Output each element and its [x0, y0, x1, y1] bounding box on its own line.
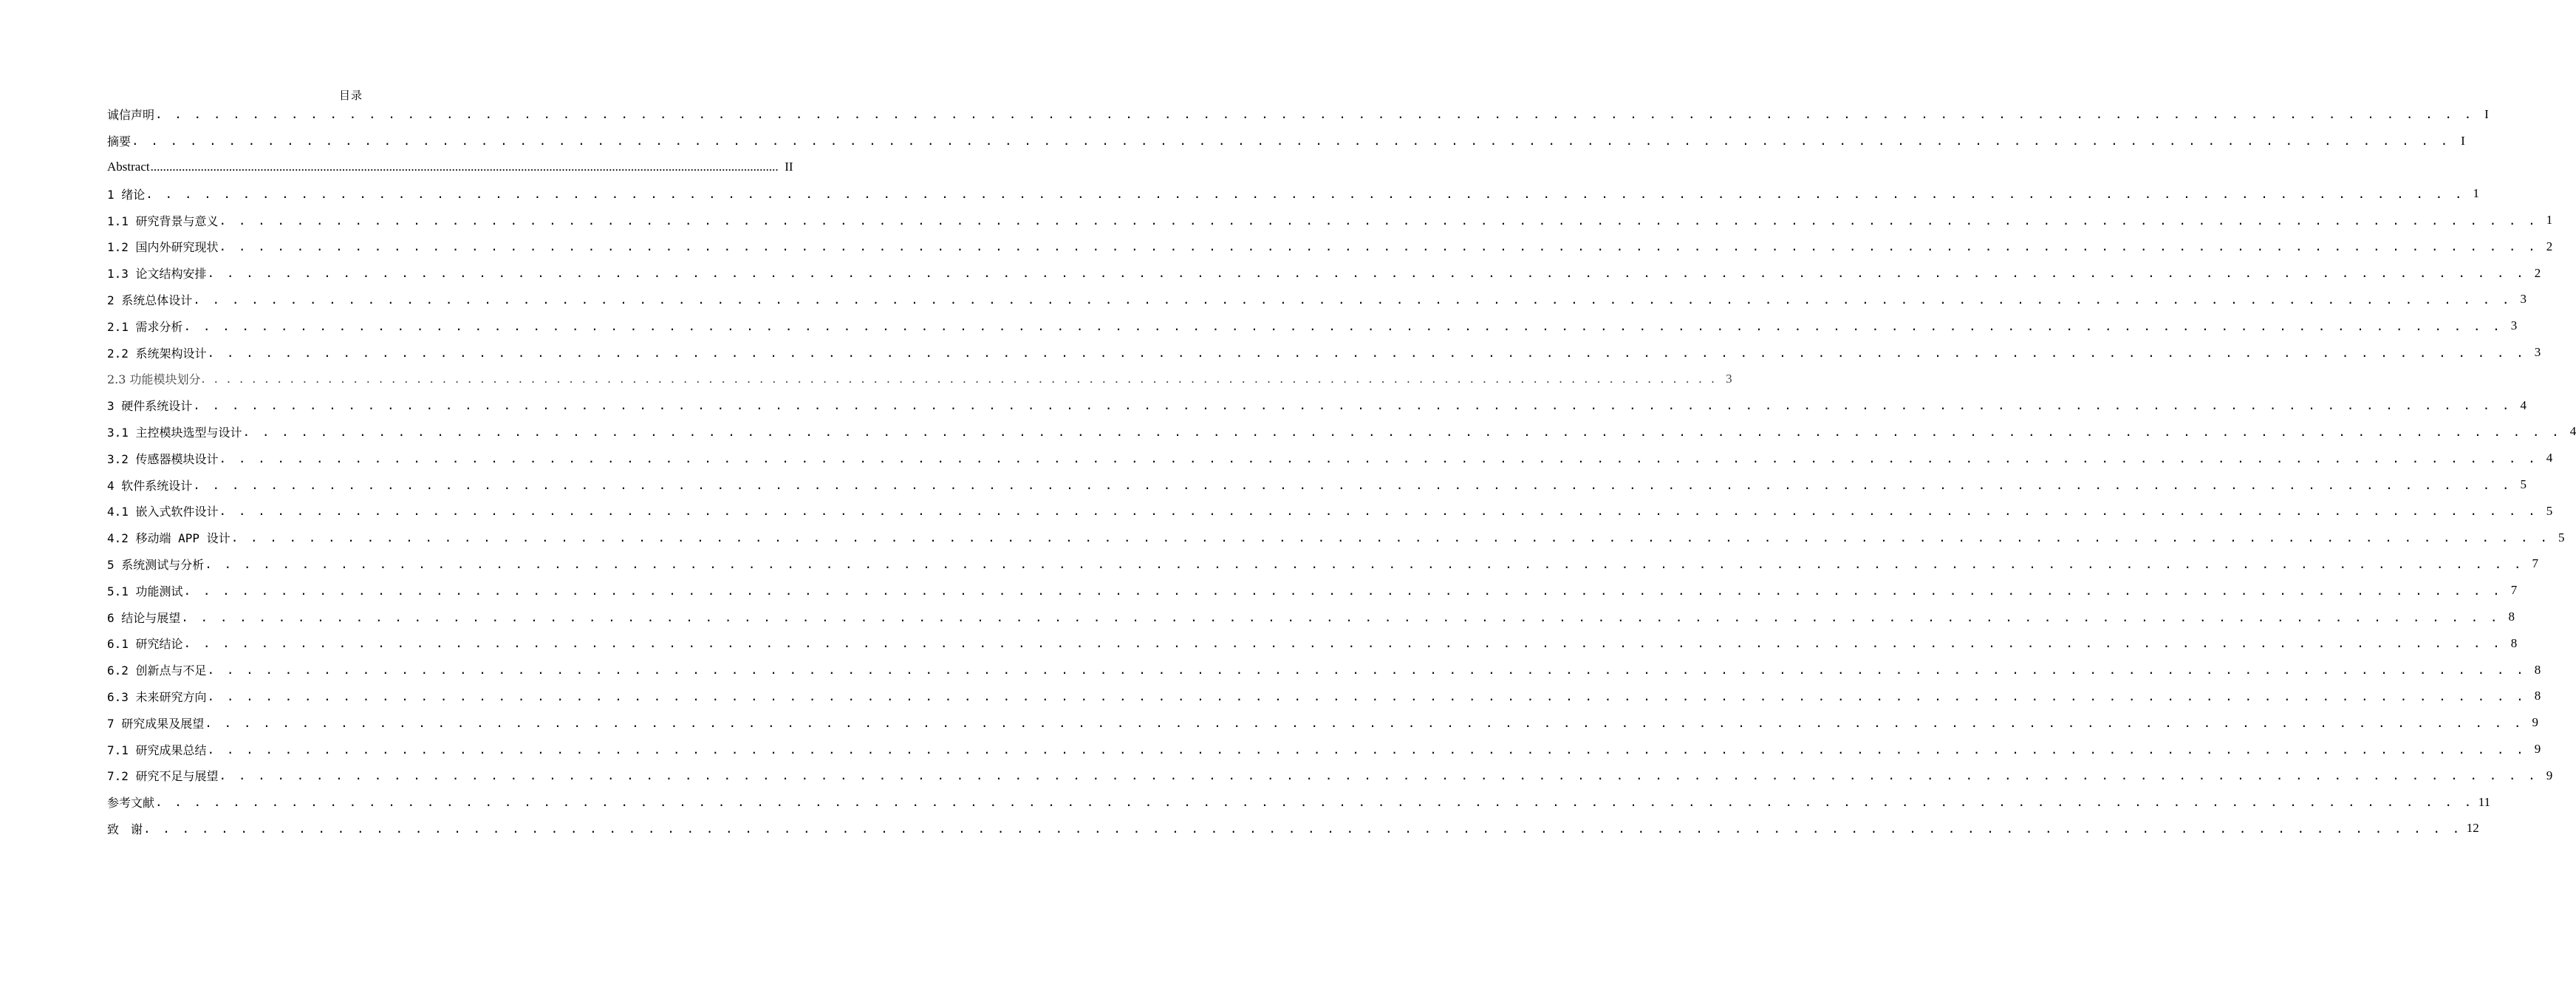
- toc-entry-page: 3: [2510, 318, 2518, 333]
- toc-entry-label: 7.2 研究不足与展望: [107, 769, 219, 784]
- dot-leader: ........................................................................................................................................................................................................: [150, 160, 779, 174]
- toc-entry-label: 7 研究成果及展望: [107, 716, 205, 731]
- toc-entry[interactable]: [107, 180, 2480, 207]
- toc-entry[interactable]: [107, 471, 2527, 498]
- toc-entry-page: 2: [2534, 265, 2541, 280]
- toc-entry-page: 1: [2473, 186, 2480, 201]
- toc-entry-page: 8: [2534, 662, 2541, 677]
- dot-leader: . . . . . . . . . . . . . . . . . . . . . . . . . . . . . . . . . . . . . . . . . . . . . . . . . . . . . . . . . . . . . . . . . . . . . . . . . . . . . . . . . . . . . . . . . . . . . . . . . . . . . . . . . . . . . . . . . . . . . . . .: [155, 107, 2474, 122]
- toc-entry-label: 摘要: [107, 134, 131, 149]
- toc-entry-label: Abstract: [107, 160, 150, 174]
- toc-entry-label: 1.3 论文结构安排: [107, 267, 207, 281]
- toc-entry-label: 致 谢: [107, 822, 143, 836]
- dot-leader: . . . . . . . . . . . . . . . . . . . . . . . . . . . . . . . . . . . . . . . . . . . . . . . . . . . . . . . . . . . . . . . . . . . . . . . . . . . . . . . . . . . . . . . . . . . . . . . . . . . . . . . . . . . . . . . . . . . . . . . .: [131, 134, 2450, 149]
- toc-entry-page: 4: [2546, 451, 2553, 465]
- dot-leader: . . . . . . . . . . . . . . . . . . . . . . . . . . . . . . . . . . . . . . . . . . . . . . . . . . . . . . . . . . . . . . . . . . . . . . . . . . . . . . . . . . . . . . . . . . . . . . . . . . . . . . . . . . . . . . . . . . . . . . . .: [219, 239, 2538, 254]
- toc-list: [107, 101, 2576, 842]
- toc-title: 目录: [338, 89, 363, 102]
- toc-entry[interactable]: [107, 128, 2465, 154]
- dot-leader: . . . . . . . . . . . . . . . . . . . . . . . . . . . . . . . . . . . . . . . . . . . . . . . . . . . . . . . . . . . . . . . . . . . . . . . . . . . . . . . . . . . . . . . . . . . . . . . . . . . . . . . . . . . . . . . . . . . . . . . .: [183, 318, 2503, 333]
- toc-entry[interactable]: [107, 709, 2539, 736]
- toc-entry-page: 5: [2546, 503, 2553, 518]
- toc-entry[interactable]: [107, 762, 2553, 789]
- toc-entry[interactable]: [107, 551, 2539, 578]
- toc-entry-label: 3.1 主控模块选型与设计: [107, 425, 242, 440]
- toc-entry-label: 5 系统测试与分析: [107, 557, 205, 572]
- toc-entry-label: 6.1 研究结论: [107, 637, 183, 652]
- toc-entry-page: 9: [2534, 742, 2541, 757]
- dot-leader: . . . . . . . . . . . . . . . . . . . . . . . . . . . . . . . . . . . . . . . . . . . . . . . . . . . . . . . . . . . . . . . . . . . . . . . . . . . . . . . . . . . . . . . . . . . . . . . . . . . . . . . . . . . . . . . . . . . . . . . .: [207, 345, 2527, 360]
- toc-entry[interactable]: [107, 207, 2553, 233]
- toc-entry-page: 8: [2534, 689, 2541, 703]
- dot-leader: . . . . . . . . . . . . . . . . . . . . . . . . . . . . . . . . . . . . . . . . . . . . . . . . . . . . . . . . . . . . . . . . . . . . . . . . . . . . . . . . . . . . . . . . . . . . . . . . . . . . . . . . . . . . . . . . . . . . . . . .: [219, 768, 2538, 783]
- toc-entry-label: 2.2 系统架构设计: [107, 346, 207, 361]
- toc-entry-label: 4 软件系统设计: [107, 478, 193, 493]
- dot-leader: . . . . . . . . . . . . . . . . . . . . . . . . . . . . . . . . . . . . . . . . . . . . . . . . . . . . . . . . . . . . . . . . . . . . . . . . . . . . . . . . . . . . . . . . . . . . . . . . . . . . . . . . . . . . . . . . . . . . . . . .: [219, 213, 2538, 228]
- toc-entry-label: 1 绪论: [107, 187, 146, 202]
- toc-entry-page: 8: [2508, 610, 2515, 624]
- toc-entry-page: 2: [2546, 239, 2553, 253]
- toc-entry-page: 5: [2558, 530, 2565, 545]
- dot-leader: . . . . . . . . . . . . . . . . . . . . . . . . . . . . . . . . . . . . . . . . . . . . . . . . . . . . . . . . . . . . . . . . . . . . . . . . . . . . . . . . . . . . . . . . . . . . . . . . . . . . . . . . . . . . . . . . . . . . . . . .: [201, 372, 1718, 386]
- dot-leader: . . . . . . . . . . . . . . . . . . . . . . . . . . . . . . . . . . . . . . . . . . . . . . . . . . . . . . . . . . . . . . . . . . . . . . . . . . . . . . . . . . . . . . . . . . . . . . . . . . . . . . . . . . . . . . . . . . . . . . . .: [207, 663, 2527, 678]
- toc-entry-label: 6.2 创新点与不足: [107, 663, 207, 678]
- toc-entry[interactable]: [107, 789, 2491, 816]
- toc-entry-label: 诚信声明: [107, 108, 155, 123]
- toc-entry-page: 7: [2532, 556, 2539, 571]
- dot-leader: . . . . . . . . . . . . . . . . . . . . . . . . . . . . . . . . . . . . . . . . . . . . . . . . . . . . . . . . . . . . . . . . . . . . . . . . . . . . . . . . . . . . . . . . . . . . . . . . . . . . . . . . . . . . . . . . . . . . . . . .: [207, 266, 2527, 281]
- toc-entry-label: 4.1 嵌入式软件设计: [107, 505, 219, 519]
- toc-entry-page: 5: [2520, 477, 2527, 492]
- toc-entry[interactable]: [107, 445, 2553, 471]
- toc-entry[interactable]: [107, 287, 2527, 313]
- toc-entry[interactable]: [107, 736, 2541, 762]
- toc-entry[interactable]: [107, 260, 2541, 287]
- toc-entry-page: I: [2461, 133, 2465, 148]
- toc-entry-label: 3.2 传感器模块设计: [107, 451, 219, 466]
- toc-entry[interactable]: [107, 419, 2576, 446]
- dot-leader: . . . . . . . . . . . . . . . . . . . . . . . . . . . . . . . . . . . . . . . . . . . . . . . . . . . . . . . . . . . . . . . . . . . . . . . . . . . . . . . . . . . . . . . . . . . . . . . . . . . . . . . . . . . . . . . . . . . . . . . .: [230, 530, 2550, 545]
- dot-leader: . . . . . . . . . . . . . . . . . . . . . . . . . . . . . . . . . . . . . . . . . . . . . . . . . . . . . . . . . . . . . . . . . . . . . . . . . . . . . . . . . . . . . . . . . . . . . . . . . . . . . . . . . . . . . . . . . . . . . . . .: [183, 583, 2503, 598]
- dot-leader: . . . . . . . . . . . . . . . . . . . . . . . . . . . . . . . . . . . . . . . . . . . . . . . . . . . . . . . . . . . . . . . . . . . . . . . . . . . . . . . . . . . . . . . . . . . . . . . . . . . . . . . . . . . . . . . . . . . . . . . .: [183, 636, 2503, 651]
- dot-leader: . . . . . . . . . . . . . . . . . . . . . . . . . . . . . . . . . . . . . . . . . . . . . . . . . . . . . . . . . . . . . . . . . . . . . . . . . . . . . . . . . . . . . . . . . . . . . . . . . . . . . . . . . . . . . . . . . . . . . . . .: [155, 795, 2474, 810]
- dot-leader: . . . . . . . . . . . . . . . . . . . . . . . . . . . . . . . . . . . . . . . . . . . . . . . . . . . . . . . . . . . . . . . . . . . . . . . . . . . . . . . . . . . . . . . . . . . . . . . . . . . . . . . . . . . . . . . . . . . . . . . .: [219, 504, 2538, 519]
- dot-leader: . . . . . . . . . . . . . . . . . . . . . . . . . . . . . . . . . . . . . . . . . . . . . . . . . . . . . . . . . . . . . . . . . . . . . . . . . . . . . . . . . . . . . . . . . . . . . . . . . . . . . . . . . . . . . . . . . . . . . . . .: [205, 715, 2524, 730]
- toc-entry[interactable]: [107, 498, 2553, 525]
- dot-leader: . . . . . . . . . . . . . . . . . . . . . . . . . . . . . . . . . . . . . . . . . . . . . . . . . . . . . . . . . . . . . . . . . . . . . . . . . . . . . . . . . . . . . . . . . . . . . . . . . . . . . . . . . . . . . . . . . . . . . . . .: [207, 742, 2527, 757]
- toc-entry[interactable]: [107, 683, 2541, 710]
- toc-entry[interactable]: [107, 630, 2518, 657]
- toc-entry-label: 1.1 研究背景与意义: [107, 214, 219, 228]
- toc-entry-label: 2 系统总体设计: [107, 293, 193, 307]
- dot-leader: . . . . . . . . . . . . . . . . . . . . . . . . . . . . . . . . . . . . . . . . . . . . . . . . . . . . . . . . . . . . . . . . . . . . . . . . . . . . . . . . . . . . . . . . . . . . . . . . . . . . . . . . . . . . . . . . . . . . . . . .: [193, 398, 2512, 413]
- toc-entry-label: 参考文献: [107, 796, 155, 811]
- toc-entry-page: 12: [2466, 821, 2479, 836]
- toc-entry[interactable]: [107, 233, 2553, 260]
- toc-entry-label: 6 结论与展望: [107, 610, 181, 625]
- toc-entry[interactable]: [107, 392, 2527, 419]
- toc-entry-label: 2.1 需求分析: [107, 319, 183, 334]
- toc-entry-label: 1.2 国内外研究现状: [107, 240, 219, 255]
- toc-entry[interactable]: [107, 339, 2541, 366]
- toc-entry-page: 7: [2510, 583, 2518, 598]
- dot-leader: . . . . . . . . . . . . . . . . . . . . . . . . . . . . . . . . . . . . . . . . . . . . . . . . . . . . . . . . . . . . . . . . . . . . . . . . . . . . . . . . . . . . . . . . . . . . . . . . . . . . . . . . . . . . . . . . . . . . . . . .: [193, 477, 2512, 492]
- toc-entry[interactable]: [107, 154, 793, 181]
- toc-entry-label: 6.3 未来研究方向: [107, 689, 207, 704]
- toc-entry-page: 3: [2534, 345, 2541, 360]
- toc-entry-page: 3: [1726, 371, 1732, 386]
- toc-entry[interactable]: [107, 657, 2541, 683]
- dot-leader: . . . . . . . . . . . . . . . . . . . . . . . . . . . . . . . . . . . . . . . . . . . . . . . . . . . . . . . . . . . . . . . . . . . . . . . . . . . . . . . . . . . . . . . . . . . . . . . . . . . . . . . . . . . . . . . . . . . . . . . .: [181, 610, 2501, 624]
- toc-entry-page: 1: [2546, 213, 2553, 228]
- toc-entry[interactable]: [107, 816, 2479, 842]
- toc-entry[interactable]: [107, 101, 2489, 128]
- toc-entry-page: II: [785, 160, 793, 174]
- toc-entry[interactable]: [107, 604, 2515, 630]
- dot-leader: . . . . . . . . . . . . . . . . . . . . . . . . . . . . . . . . . . . . . . . . . . . . . . . . . . . . . . . . . . . . . . . . . . . . . . . . . . . . . . . . . . . . . . . . . . . . . . . . . . . . . . . . . . . . . . . . . . . . . . . .: [143, 821, 2462, 836]
- toc-entry-label: 3 硬件系统设计: [107, 399, 193, 414]
- dot-leader: . . . . . . . . . . . . . . . . . . . . . . . . . . . . . . . . . . . . . . . . . . . . . . . . . . . . . . . . . . . . . . . . . . . . . . . . . . . . . . . . . . . . . . . . . . . . . . . . . . . . . . . . . . . . . . . . . . . . . . . .: [242, 424, 2562, 439]
- toc-entry-page: 4: [2520, 397, 2527, 412]
- toc-entry-label: 5.1 功能测试: [107, 584, 183, 598]
- dot-leader: . . . . . . . . . . . . . . . . . . . . . . . . . . . . . . . . . . . . . . . . . . . . . . . . . . . . . . . . . . . . . . . . . . . . . . . . . . . . . . . . . . . . . . . . . . . . . . . . . . . . . . . . . . . . . . . . . . . . . . . .: [219, 451, 2538, 465]
- toc-entry[interactable]: [107, 577, 2518, 604]
- toc-entry[interactable]: [107, 366, 1732, 392]
- dot-leader: . . . . . . . . . . . . . . . . . . . . . . . . . . . . . . . . . . . . . . . . . . . . . . . . . . . . . . . . . . . . . . . . . . . . . . . . . . . . . . . . . . . . . . . . . . . . . . . . . . . . . . . . . . . . . . . . . . . . . . . .: [205, 556, 2524, 571]
- toc-entry[interactable]: [107, 313, 2518, 339]
- toc-entry-page: 9: [2532, 715, 2539, 730]
- toc-entry-page: 11: [2478, 794, 2491, 809]
- toc-entry-page: 4: [2569, 424, 2576, 439]
- toc-entry-page: 8: [2510, 635, 2518, 650]
- toc-entry-label: 4.2 移动端 APP 设计: [107, 531, 230, 546]
- dot-leader: . . . . . . . . . . . . . . . . . . . . . . . . . . . . . . . . . . . . . . . . . . . . . . . . . . . . . . . . . . . . . . . . . . . . . . . . . . . . . . . . . . . . . . . . . . . . . . . . . . . . . . . . . . . . . . . . . . . . . . . .: [146, 186, 2465, 201]
- dot-leader: . . . . . . . . . . . . . . . . . . . . . . . . . . . . . . . . . . . . . . . . . . . . . . . . . . . . . . . . . . . . . . . . . . . . . . . . . . . . . . . . . . . . . . . . . . . . . . . . . . . . . . . . . . . . . . . . . . . . . . . .: [193, 292, 2512, 307]
- toc-entry-page: 3: [2520, 292, 2527, 307]
- toc-entry-page: 9: [2546, 768, 2553, 782]
- toc-entry-label: 7.1 研究成果总结: [107, 743, 207, 757]
- toc-entry-page: I: [2484, 106, 2489, 121]
- dot-leader: . . . . . . . . . . . . . . . . . . . . . . . . . . . . . . . . . . . . . . . . . . . . . . . . . . . . . . . . . . . . . . . . . . . . . . . . . . . . . . . . . . . . . . . . . . . . . . . . . . . . . . . . . . . . . . . . . . . . . . . .: [207, 689, 2527, 703]
- toc-entry-label: 2.3 功能模块划分: [107, 372, 201, 387]
- toc-entry[interactable]: [107, 525, 2565, 551]
